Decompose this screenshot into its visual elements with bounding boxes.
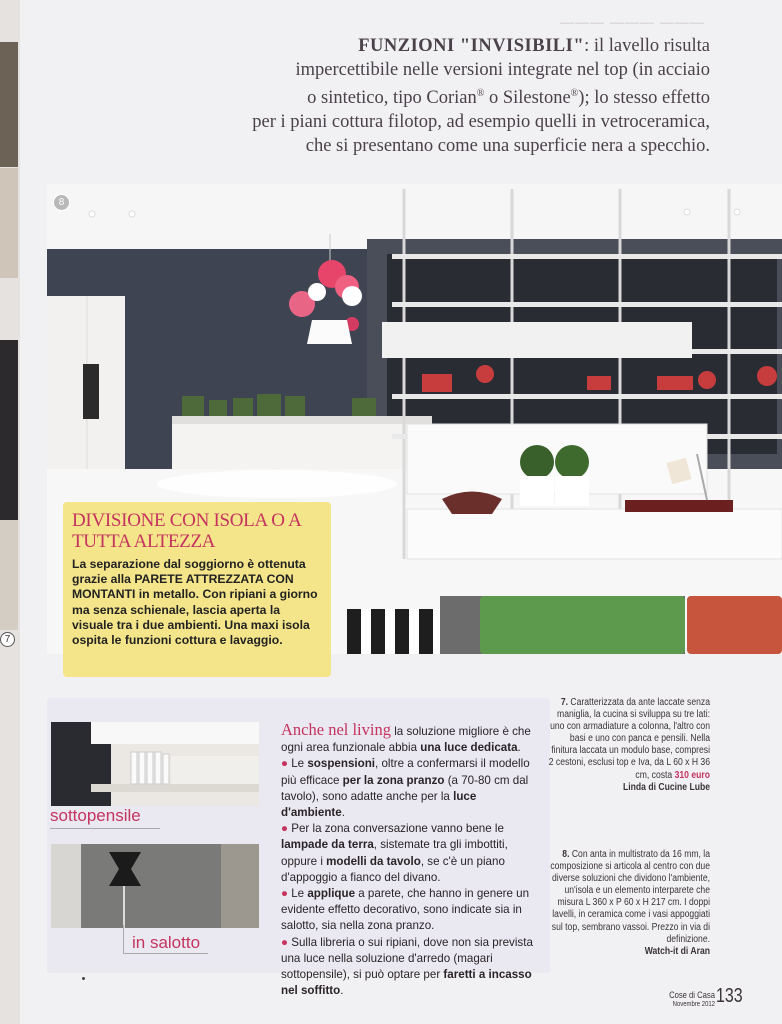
callout-title: DIVISIONE CON ISOLA O A TUTTA ALTEZZA bbox=[72, 510, 301, 552]
brand: Linda di Cucine Lube bbox=[623, 781, 710, 793]
photo-number-8: 8 bbox=[53, 194, 70, 211]
label-line bbox=[50, 828, 160, 829]
bullet-icon: ● bbox=[281, 757, 289, 771]
intro-lead: FUNZIONI "INVISIBILI" bbox=[358, 36, 585, 56]
label-line bbox=[123, 925, 124, 953]
caption-7: 7. Caratterizzata da ante laccate senza maniglia, la cucina si sviluppa su tre lati: uno con armadiature a colonna, l'altro con basi e uno con panca e pensili. Nella finitura laccata un modulo base, compresi 2 cestoni, esclusi top e Iva, da L 60 x H 36 cm, costa 310 euro Linda di Cucine Lube bbox=[548, 697, 710, 793]
living-heading: Anche nel living bbox=[281, 720, 391, 739]
bullet-icon: ● bbox=[281, 935, 289, 949]
adjacent-page-edge bbox=[0, 0, 20, 1024]
intro-paragraph: FUNZIONI "INVISIBILI": il lavello risulta impercettibile nelle versioni integrate nel top (in acciaio o sintetico, tipo Corian® o Silestone®); lo stesso effetto per i piani cottura filotop, ad esempio quelli in vetroceramica, che si presentano come una superficie nera a specchio. bbox=[252, 36, 710, 157]
decorative-dot bbox=[82, 977, 85, 980]
living-text: Anche nel living la soluzione migliore è che ogni area funzionale abbia una luce dedicata. ● Le sospensioni, oltre a confermarsi il modello più efficace per la zona pranzo (a 70-80 cm dal tavolo), sono adatte anche per la luce d'ambiente. ● Per la zona conversazione vanno bene le lampade da terra, sistemate tra gli imbottiti, oppure i modelli da tavolo, se c'è un piano d'appoggio a fianco del divano. ● Le applique a parete, che hanno in genere un evidente effetto decorativo, sono indicate sia in salotto, sia nella zona pranzo. ● Sulla libreria o sui ripiani, dove non sia prevista una luce nella soluzione d'arredo (magari sottopensile), si può optare per faretti a incasso nel soffitto. bbox=[281, 720, 533, 998]
sottopensile-label: sottopensile bbox=[50, 806, 144, 826]
brand: Watch-it di Aran bbox=[644, 945, 710, 957]
bullet-icon: ● bbox=[281, 887, 289, 901]
magazine-name: Cose di Casa Novembre 2012 bbox=[669, 990, 715, 1008]
label-line bbox=[123, 953, 208, 954]
page-number: 133 bbox=[716, 985, 743, 1007]
price: 310 euro bbox=[674, 769, 710, 781]
caption-8: 8. Con anta in multistrato da 16 mm, la composizione si articola al centro con due diverse soluzioni che dividono l'ambiente, un'isola e un elemento interparete che misura L 360 x P 60 x H 217 cm. I doppi lavelli, in ceramica come i vasi appoggiati sul top, sembrano vassoi. Prezzo in via di definizione. Watch-it di Aran bbox=[550, 849, 710, 957]
show-through-text: ——— ——— ——— bbox=[560, 14, 705, 30]
salotto-photo bbox=[51, 844, 259, 928]
bullet-icon: ● bbox=[281, 822, 289, 836]
photo-number-7: 7 bbox=[0, 632, 15, 647]
callout-box bbox=[63, 502, 331, 677]
callout-body: La separazione dal soggiorno è ottenuta grazie alla PARETE ATTREZZATA CON MONTANTI in metallo. Con ripiani a giorno ma senza schienale, lascia aperta la visuale tra i due ambienti. Una maxi isola ospita le funzioni cottura e lavaggio. bbox=[72, 557, 318, 648]
sottopensile-photo bbox=[51, 722, 259, 806]
salotto-label: in salotto bbox=[132, 933, 201, 952]
